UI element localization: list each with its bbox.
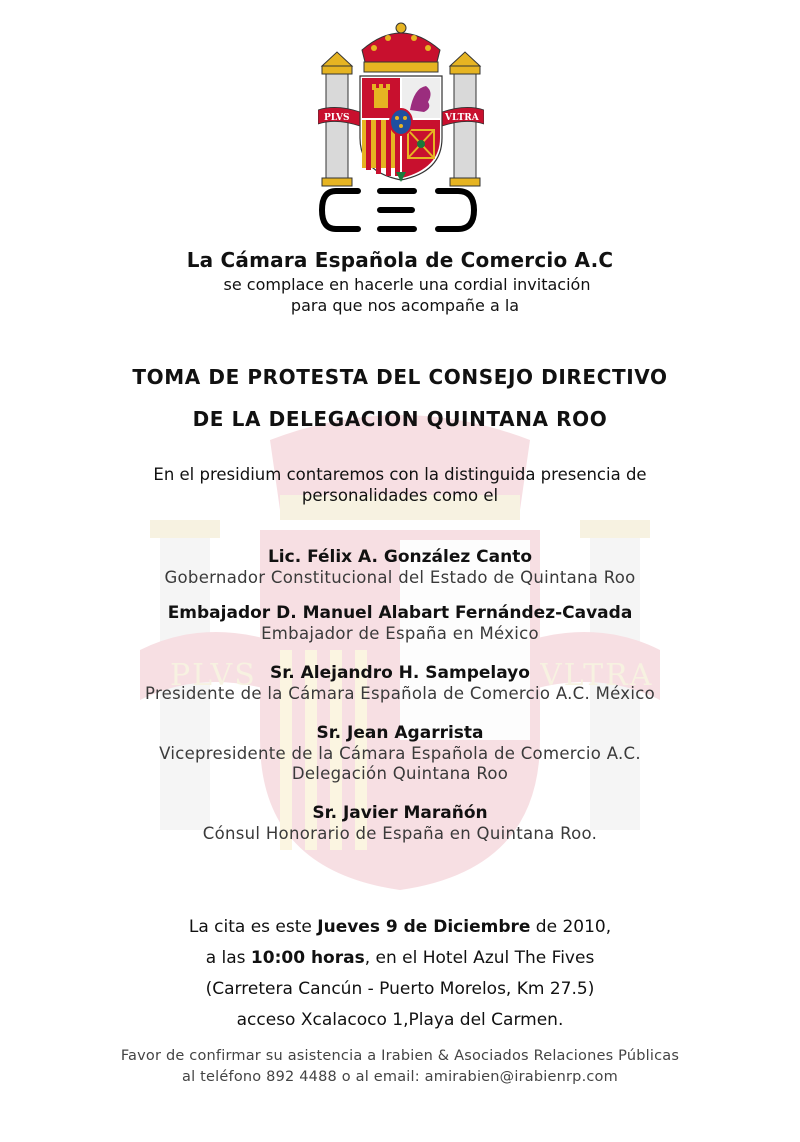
- details-text: de 2010,: [530, 917, 612, 937]
- event-details: [0, 912, 800, 1036]
- dignitary: [0, 722, 800, 784]
- svg-text:VLTRA: VLTRA: [540, 658, 654, 693]
- dignitary: [0, 802, 800, 844]
- rsvp-info: [0, 1046, 800, 1088]
- event-title-line: TOMA DE PROTESTA DEL CONSEJO DIRECTIVO: [132, 365, 668, 389]
- details-text: , en el Hotel Azul The Fives: [364, 948, 595, 968]
- coat-of-arms: [318, 22, 484, 190]
- presidium-line: En el presidium contaremos con la distinguida presencia de: [153, 465, 647, 484]
- dignitary-title: Embajador de España en México: [261, 624, 539, 643]
- event-title-line: DE LA DELEGACION QUINTANA ROO: [192, 407, 608, 431]
- rsvp-line: Favor de confirmar su asistencia a Irabien & Asociados Relaciones Públicas: [120, 1048, 680, 1064]
- details-time-line: [0, 943, 800, 974]
- organization-name: La Cámara Española de Comercio A.C: [186, 248, 614, 272]
- motto-right: VLTRA: [445, 113, 479, 123]
- dignitary-name: Sr. Jean Agarrista: [316, 723, 484, 743]
- presidium-line: personalidades como el: [301, 486, 499, 505]
- dignitaries-list: [0, 546, 800, 858]
- dignitary-name: Sr. Alejandro H. Sampelayo: [270, 663, 530, 683]
- dignitary-title: Delegación Quintana Roo: [291, 764, 509, 783]
- dignitary-name: Sr. Javier Marañón: [312, 803, 488, 823]
- dignitary-name: Lic. Félix A. González Canto: [267, 547, 533, 567]
- rsvp-contact-line: al teléfono 892 4488 o al email: amirabien@irabienrp.com: [182, 1069, 618, 1085]
- dignitary: [0, 662, 800, 704]
- presidium-text: [0, 464, 800, 506]
- details-date-line: [0, 912, 800, 943]
- dignitary: [0, 602, 800, 644]
- motto-left: PLVS: [324, 113, 350, 123]
- ced-logo: [318, 187, 478, 233]
- details-text: La cita es este: [188, 917, 318, 937]
- event-title: [0, 356, 800, 440]
- details-address-line: (Carretera Cancún - Puerto Morelos, Km 27.5): [205, 979, 595, 999]
- dignitary-title: Gobernador Constitucional del Estado de Quintana Roo: [164, 568, 636, 587]
- intro-line: para que nos acompañe a la: [290, 296, 520, 315]
- intro-text: [0, 274, 800, 316]
- dignitary-name: Embajador D. Manuel Alabart Fernández-Cavada: [167, 603, 633, 623]
- event-date: Jueves 9 de Diciembre: [317, 917, 531, 937]
- details-text: a las: [205, 948, 251, 968]
- dignitary-title: Cónsul Honorario de España en Quintana Roo.: [202, 824, 598, 843]
- svg-text:PLVS: PLVS: [170, 658, 257, 693]
- intro-line: se complace en hacerle una cordial invitación: [223, 275, 591, 294]
- details-access-line: acceso Xcalacoco 1,Playa del Carmen.: [236, 1010, 564, 1030]
- event-time: 10:00 horas: [250, 948, 365, 968]
- dignitary: [0, 546, 800, 588]
- dignitary-title: Vicepresidente de la Cámara Española de Comercio A.C.: [159, 744, 641, 763]
- dignitary-title: Presidente de la Cámara Española de Comercio A.C. México: [144, 684, 656, 703]
